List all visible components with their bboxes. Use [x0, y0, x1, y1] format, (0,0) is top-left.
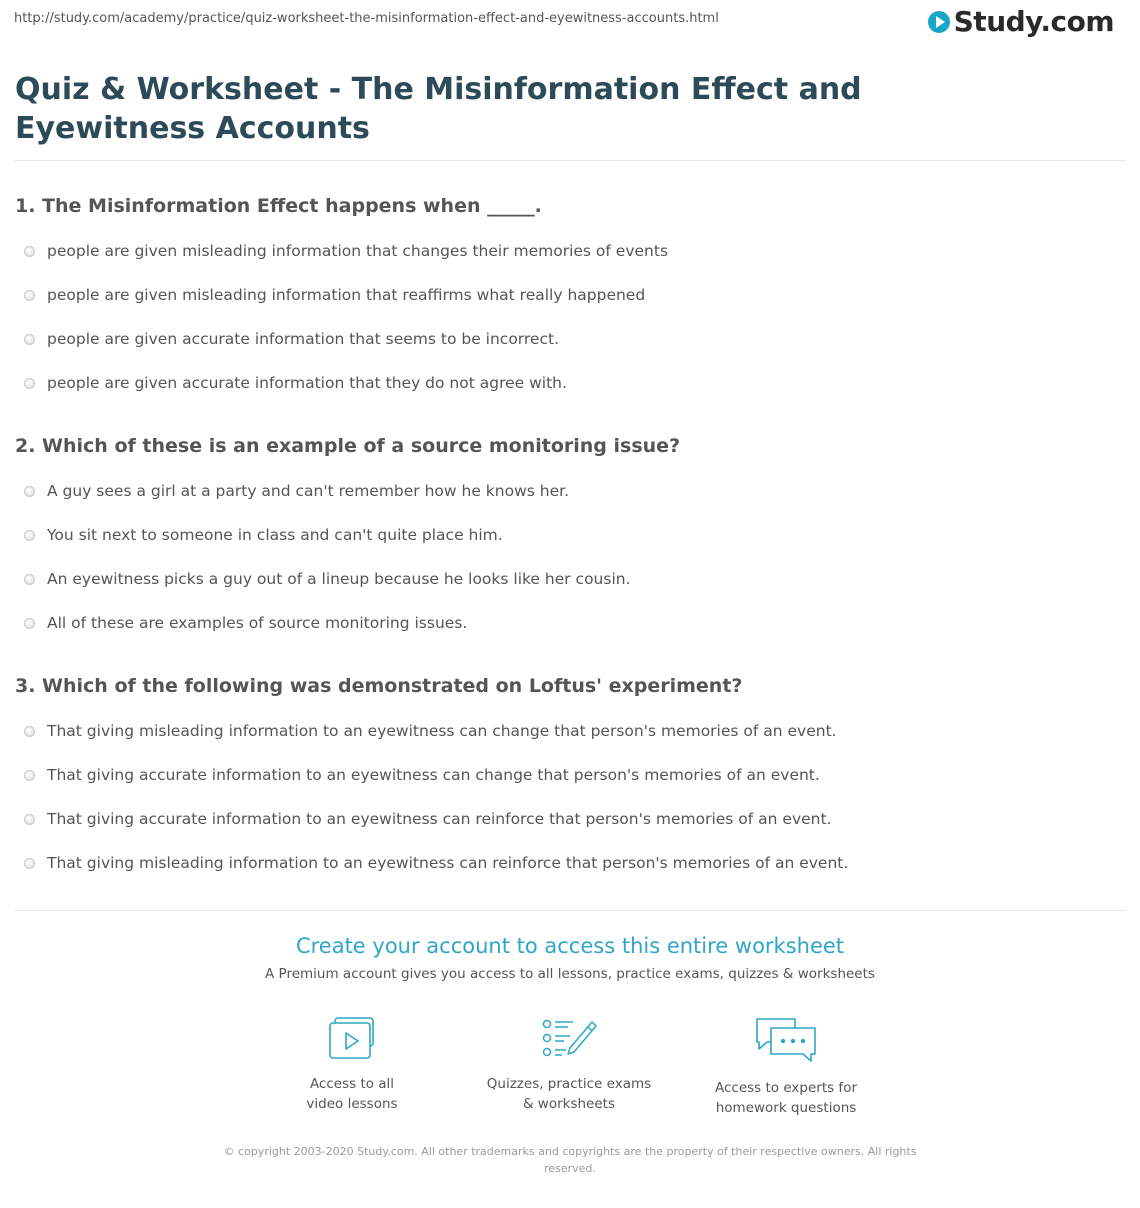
cta-link[interactable]: Create your account to access this entire worksheet [295, 934, 845, 958]
answer-text: That giving accurate information to an eyewitness can reinforce that person's memories of an event. [47, 810, 832, 828]
answer-option[interactable] [15, 320, 1115, 364]
radio-button[interactable] [24, 290, 35, 301]
answer-option[interactable] [15, 756, 1115, 800]
quiz-checklist-icon [540, 1016, 598, 1060]
question-text: 3. Which of the following was demonstrated on Loftus' experiment? [15, 675, 743, 697]
answer-text: people are given misleading information that changes their memories of events [47, 242, 669, 260]
answer-option[interactable] [15, 232, 1115, 276]
page-url: http://study.com/academy/practice/quiz-worksheet-the-misinformation-effect-and-eyewitness-accounts.html [14, 11, 719, 26]
cta-subtitle: A Premium account gives you access to all lessons, practice exams, quizzes & worksheets [265, 966, 875, 982]
question-text: 1. The Misinformation Effect happens when _____. [15, 195, 542, 217]
answer-option[interactable] [15, 604, 1115, 648]
answer-text: That giving misleading information to an eyewitness can change that person's memories of an event. [47, 722, 837, 740]
feature-label [686, 1078, 886, 1118]
question-1 [15, 194, 1115, 408]
divider [14, 160, 1126, 161]
feature-label [252, 1074, 452, 1114]
divider [14, 910, 1126, 911]
feature-label-line: & worksheets [522, 1096, 615, 1112]
answer-text: That giving accurate information to an eyewitness can change that person's memories of an event. [47, 766, 820, 784]
feature-label-line: homework questions [715, 1100, 857, 1116]
radio-button[interactable] [24, 814, 35, 825]
answer-option[interactable] [15, 800, 1115, 844]
answer-text: You sit next to someone in class and can't quite place him. [47, 526, 503, 544]
answer-option[interactable] [15, 472, 1115, 516]
radio-button[interactable] [24, 530, 35, 541]
radio-button[interactable] [24, 858, 35, 869]
answer-text: people are given accurate information that seems to be incorrect. [47, 330, 559, 348]
answer-text: All of these are examples of source monitoring issues. [47, 614, 468, 632]
answer-text: A guy sees a girl at a party and can't remember how he knows her. [47, 482, 570, 500]
answer-text: That giving misleading information to an eyewitness can reinforce that person's memories of an event. [47, 854, 849, 872]
chat-bubbles-icon [753, 1016, 819, 1064]
feature-quizzes [469, 1016, 669, 1114]
answer-option[interactable] [15, 516, 1115, 560]
feature-video-lessons [252, 1016, 452, 1114]
answer-option[interactable] [15, 276, 1115, 320]
answer-option[interactable] [15, 712, 1115, 756]
question-2 [15, 434, 1115, 648]
radio-button[interactable] [24, 246, 35, 257]
feature-label-line: video lessons [306, 1096, 398, 1112]
radio-button[interactable] [24, 726, 35, 737]
radio-button[interactable] [24, 770, 35, 781]
feature-label-line: Access to all [309, 1076, 395, 1092]
radio-button[interactable] [24, 574, 35, 585]
radio-button[interactable] [24, 618, 35, 629]
answer-option[interactable] [15, 364, 1115, 408]
feature-label [469, 1074, 669, 1114]
logo-text: Study.com [953, 5, 1114, 38]
play-circle-icon [928, 11, 950, 33]
radio-button[interactable] [24, 378, 35, 389]
video-lessons-icon [326, 1016, 378, 1060]
answer-text: An eyewitness picks a guy out of a lineup because he looks like her cousin. [47, 570, 631, 588]
answer-option[interactable] [15, 844, 1115, 888]
feature-label-line: Quizzes, practice exams [486, 1076, 652, 1092]
feature-experts [686, 1016, 886, 1118]
radio-button[interactable] [24, 334, 35, 345]
radio-button[interactable] [24, 486, 35, 497]
question-3 [15, 674, 1115, 888]
answer-option[interactable] [15, 560, 1115, 604]
page-title: Quiz & Worksheet - The Misinformation Effect and Eyewitness Accounts [15, 72, 862, 146]
feature-label-line: Access to experts for [714, 1080, 857, 1096]
study-logo[interactable] [928, 5, 1114, 38]
question-text: 2. Which of these is an example of a source monitoring issue? [15, 435, 681, 457]
answer-text: people are given misleading information that reaffirms what really happened [47, 286, 646, 304]
copyright-text: © copyright 2003-2020 Study.com. All other trademarks and copyrights are the property of their respective owners. All rights reserved. [223, 1145, 917, 1175]
signup-cta [0, 934, 1140, 982]
answer-text: people are given accurate information that they do not agree with. [47, 374, 567, 392]
